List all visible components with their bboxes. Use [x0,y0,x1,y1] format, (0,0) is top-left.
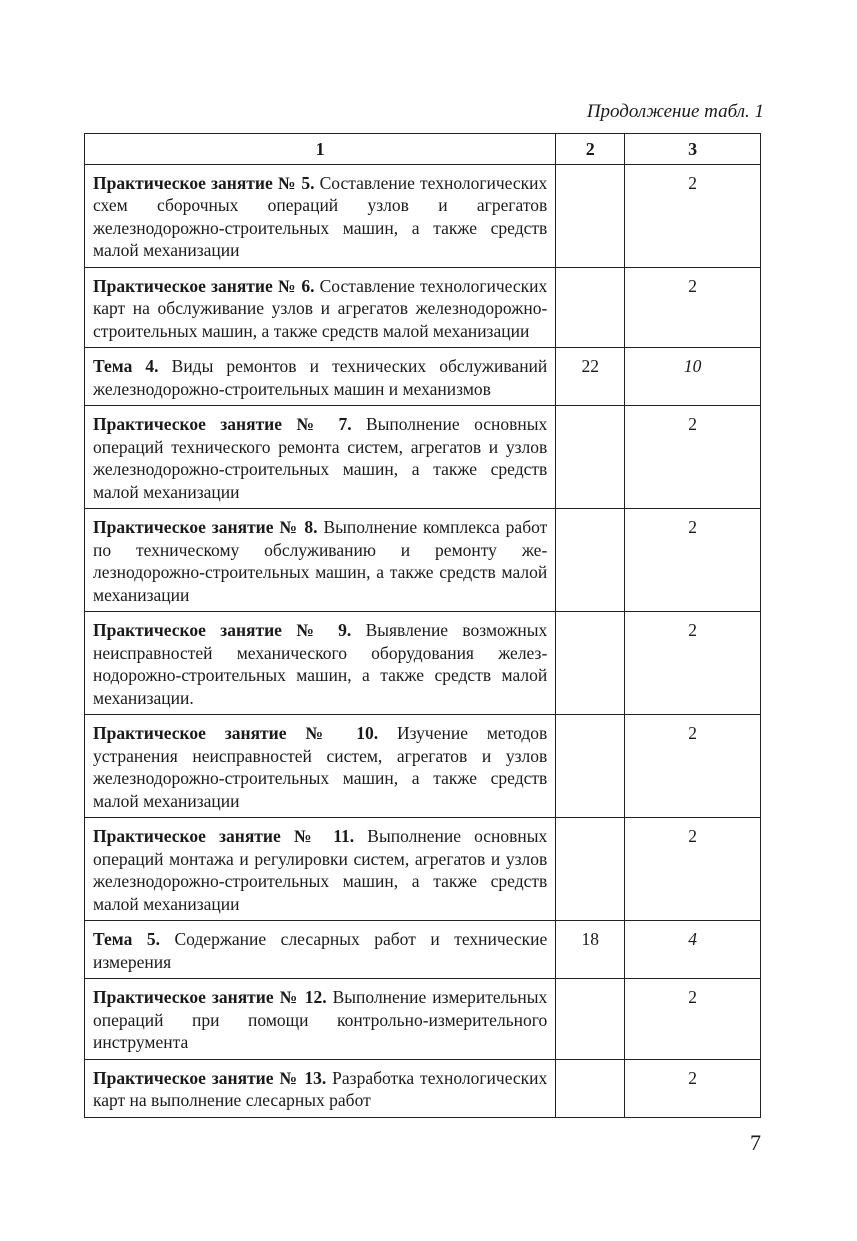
row-col3: 2 [625,164,761,267]
row-title: Практическое занятие № 5. [93,172,315,193]
row-description [85,612,556,715]
row-col3: 2 [625,818,761,921]
row-description [85,406,556,509]
header-col-2: 2 [556,134,625,165]
table-row [85,818,761,921]
row-text: Выявление возможных неисправностей механического оборудования железнодорожно-строительных машин, а также средств малой механизации. [93,620,548,708]
row-col3: 2 [625,267,761,348]
row-col3: 2 [625,715,761,818]
row-description [85,348,556,406]
row-title: Практическое занятие № 8. [93,517,318,537]
row-description [85,715,556,818]
row-description [85,267,556,348]
row-col2: 18 [556,921,625,979]
row-text: Выполнение измерительных операций при помощи контрольно-измерительного инструмента [93,987,548,1052]
row-col3: 2 [625,509,761,612]
row-col2 [556,509,625,612]
row-text: Выполнение комплекса работ по техническому обслуживанию и ремонту железнодорожно-строительных машин, а также средств малой механизации [93,517,548,605]
table-row [85,509,761,612]
row-description [85,921,556,979]
row-description [85,979,556,1060]
row-col3: 2 [625,612,761,715]
table-continuation-label: Продолжение табл. 1 [586,101,764,122]
table-row [85,267,761,348]
row-col2 [556,267,625,348]
row-title: Практическое занятие № 6. [93,275,315,296]
row-col2 [556,612,625,715]
row-title: Практическое занятие № 7. [93,414,352,434]
page-number: 7 [750,1130,761,1155]
curriculum-table [84,133,761,1118]
row-title: Практическое занятие № 13. [93,1067,327,1088]
row-title: Практическое занятие № 12. [93,987,327,1007]
row-title: Тема 4. [93,356,159,376]
row-title: Тема 5. [93,929,160,949]
header-col-3: 3 [625,134,761,165]
row-col2 [556,406,625,509]
table-row [85,164,761,267]
row-col3: 10 [625,348,761,406]
row-text: Разработка технологических карт на выполнение слесарных работ [93,1067,548,1110]
table-row [85,979,761,1060]
row-text: Выполнение основных операций технического ремонта систем, агрегатов и узлов железнодорожно-строительных машин, а также средств малой механизации [93,414,548,502]
row-col3: 2 [625,406,761,509]
row-title: Практическое занятие № 11. [93,826,355,846]
table-row [85,406,761,509]
row-col2: 22 [556,348,625,406]
table-row [85,921,761,979]
row-description [85,164,556,267]
row-col3: 4 [625,921,761,979]
row-text: Выполнение основных операций монтажа и регулировки систем, агрегатов и узлов железнодорожно-строительных машин, а также средств малой механизации [93,826,548,914]
row-description [85,818,556,921]
row-title: Практическое занятие № 10. [93,723,379,743]
table-header-row [85,134,761,165]
row-description [85,509,556,612]
row-text: Составление технологических схем сборочных операций узлов и агрегатов железнодорожно-строительных машин, а также средств малой механизации [93,172,548,260]
row-col2 [556,818,625,921]
row-col2 [556,1059,625,1117]
table-row [85,715,761,818]
row-col2 [556,164,625,267]
table-row [85,612,761,715]
header-col-1: 1 [85,134,556,165]
row-text: Составление технологических карт на обслуживание узлов и агрегатов железнодорожно-строительных машин, а также средств малой механизации [93,275,548,341]
row-col2 [556,979,625,1060]
table-row [85,348,761,406]
row-text: Изучение методов устранения неисправностей систем, агрегатов и узлов железнодорожно-строительных машин, а также средств малой механизации [93,723,548,811]
row-col2 [556,715,625,818]
row-title: Практическое занятие № 9. [93,620,352,640]
table-row [85,1059,761,1117]
row-text: Содержание слесарных работ и технические измерения [93,929,548,972]
row-text: Виды ремонтов и технических обслуживаний железнодорожно-строительных машин и механизмов [93,356,548,399]
row-col3: 2 [625,979,761,1060]
row-col3: 2 [625,1059,761,1117]
row-description [85,1059,556,1117]
